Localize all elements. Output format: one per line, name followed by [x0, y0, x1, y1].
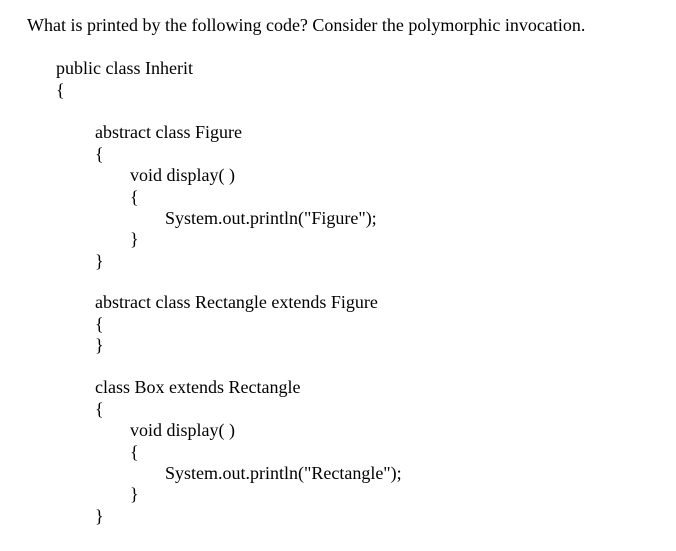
code-line-display-method: void display( ): [130, 420, 235, 440]
code-line-println-rectangle: System.out.println("Rectangle");: [165, 463, 402, 483]
code-line-close-brace: }: [95, 335, 104, 355]
code-line-open-brace: {: [130, 442, 139, 462]
code-line-open-brace: {: [95, 399, 104, 419]
code-line-class-inherit: public class Inherit: [56, 58, 193, 78]
code-line-open-brace: {: [95, 144, 104, 164]
code-line-close-brace: }: [130, 229, 139, 249]
code-line-close-brace: }: [95, 251, 104, 271]
code-line-close-brace: }: [130, 484, 139, 504]
question-text: What is printed by the following code? Consider the polymorphic invocation.: [27, 15, 586, 35]
code-line-close-brace: }: [95, 506, 104, 526]
code-line-open-brace: {: [95, 314, 104, 334]
code-line-class-box: class Box extends Rectangle: [95, 377, 301, 397]
code-line-open-brace: {: [56, 80, 65, 100]
code-line-open-brace: {: [130, 187, 139, 207]
code-line-display-method: void display( ): [130, 165, 235, 185]
code-line-class-rectangle: abstract class Rectangle extends Figure: [95, 292, 378, 312]
code-line-class-figure: abstract class Figure: [95, 122, 242, 142]
code-line-println-figure: System.out.println("Figure");: [165, 208, 377, 228]
